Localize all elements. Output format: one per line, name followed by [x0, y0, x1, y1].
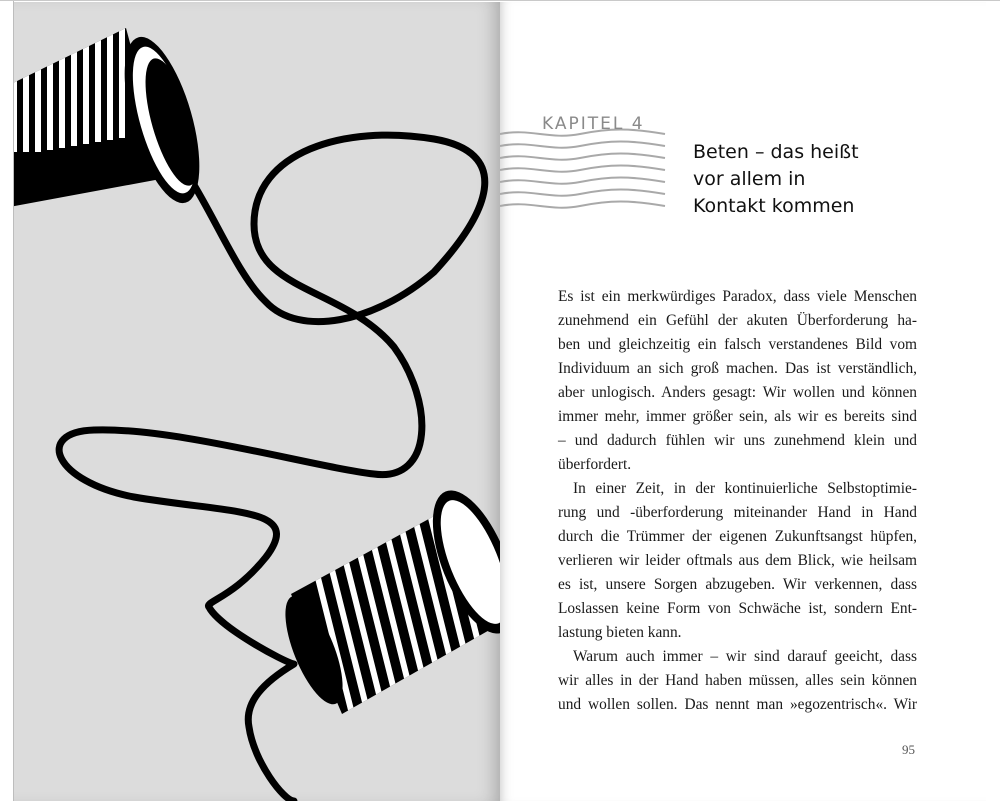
page-number: 95: [902, 742, 915, 757]
chapter-title-line: Kontakt kommen: [693, 195, 855, 217]
text-line: aber unlogisch. Anders gesagt: Wir wollen und können: [558, 384, 917, 401]
text-line: wir alles in der Hand haben müssen, alles sein können: [558, 672, 917, 689]
text-line: es ist, unsere Sorgen abzugeben. Wir verkennen, dass: [558, 576, 917, 593]
text-line: Loslassen keine Form von Schwäche ist, sondern Ent-: [558, 600, 917, 617]
text-line: zunehmend ein Gefühl der akuten Überforderung ha-: [558, 312, 917, 329]
text-line: ben und gleichzeitig ein falsch verstandenes Bild vom: [558, 336, 917, 353]
text-line: In einer Zeit, in der kontinuierliche Selbstoptimie-: [573, 480, 917, 497]
chapter-label: KAPITEL 4: [542, 114, 645, 134]
wave-lines-ornament: [500, 120, 670, 220]
text-line: und wollen sollen. Das nennt man »egozentrisch«. Wir: [558, 696, 917, 713]
left-page-illustration: [14, 2, 500, 801]
top-tin-can: [14, 2, 215, 242]
text-line: durch die Trümmer der eigenen Zukunftsangst hüpfen,: [558, 528, 917, 545]
text-line: lastung bieten kann.: [558, 624, 682, 641]
paragraph: [558, 477, 917, 645]
chapter-title-line: Beten – das heißt: [693, 141, 859, 163]
paragraph: [558, 285, 917, 477]
text-line: – und dadurch fühlen wir uns zunehmend klein und: [558, 432, 917, 449]
paragraph: [558, 645, 917, 717]
text-line: rung und -überforderung miteinander Hand in Hand: [558, 504, 917, 521]
chapter-title: [693, 139, 963, 220]
right-page: [500, 2, 986, 801]
string-line: [59, 134, 485, 801]
text-line: verlieren wir leider oftmals aus dem Blick, wie heilsam: [558, 552, 917, 569]
text-line: immer mehr, immer größer sein, als wir es bereits sind: [558, 408, 917, 425]
text-line: Es ist ein merkwürdiges Paradox, dass viele Menschen: [558, 288, 917, 305]
text-line: überfordert.: [558, 456, 632, 473]
text-line: Individuum an sich groß machen. Das ist verständlich,: [558, 360, 917, 377]
chapter-title-line: vor allem in: [693, 168, 806, 190]
body-text: [558, 285, 917, 717]
tin-can-telephone-illustration: [14, 2, 500, 801]
text-line: Warum auch immer – wir sind darauf geeicht, dass: [573, 648, 917, 665]
bottom-tin-can: [274, 480, 500, 742]
